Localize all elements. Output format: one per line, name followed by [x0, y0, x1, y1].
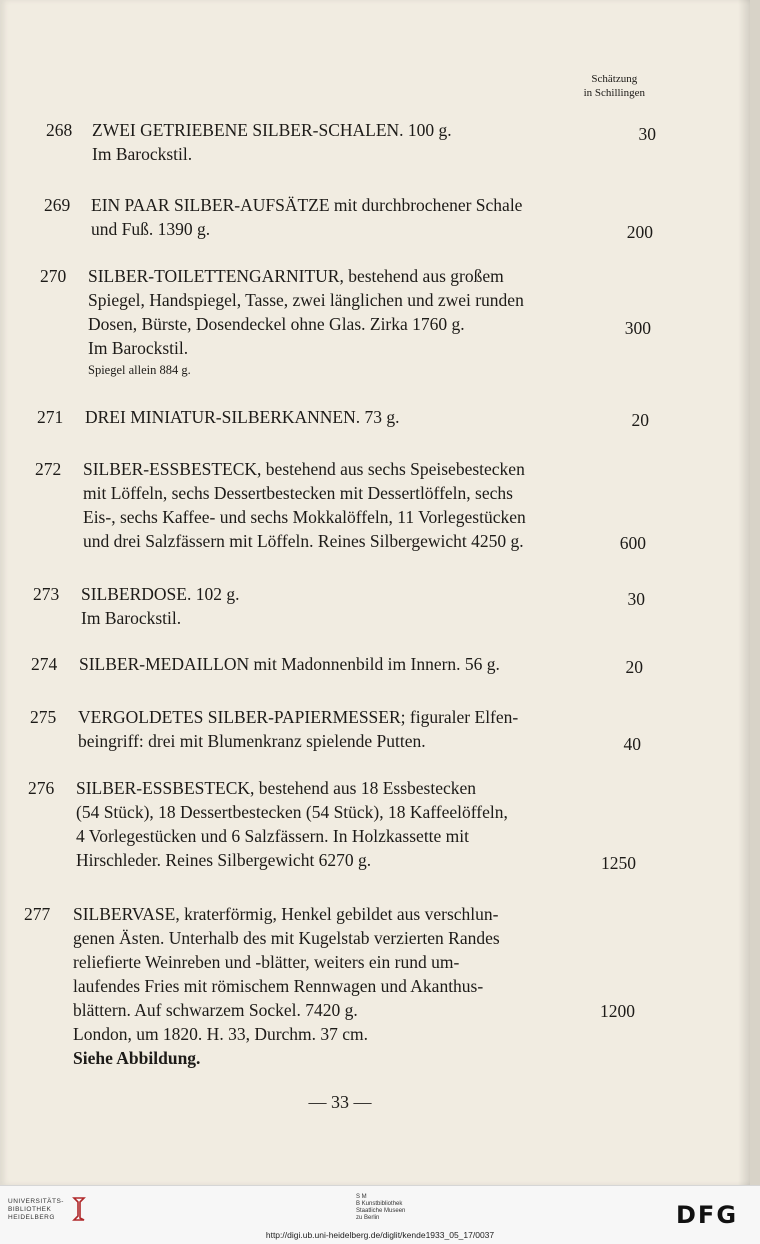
page-edge: [750, 0, 760, 1185]
entry-line: VERGOLDETES SILBER-PAPIERMESSER; figuraler Elfen-: [78, 707, 519, 727]
estimate: 200: [626, 222, 653, 242]
entry-line: SILBERVASE, kraterförmig, Henkel gebildet aus verschlun-: [73, 904, 499, 924]
entry-line: SILBER-TOILETTENGARNITUR, bestehend aus großem: [88, 266, 504, 286]
estimate: 600: [619, 533, 646, 553]
lot-number: 277: [24, 904, 51, 924]
university-library-name: [8, 1198, 64, 1222]
estimate: 40: [623, 734, 641, 754]
entry-line: SILBER-MEDAILLON mit Madonnenbild im Innern. 56 g.: [79, 654, 500, 674]
lot-number: 271: [37, 407, 64, 427]
price-column-header: [584, 72, 645, 100]
entry-line: Eis-, sechs Kaffee- und sechs Mokkalöffeln, 11 Vorlegestücken: [83, 507, 526, 527]
entry-line: (54 Stück), 18 Dessertbestecken (54 Stück), 18 Kaffeelöffeln,: [76, 802, 508, 822]
see-illustration: Siehe Abbildung.: [73, 1048, 201, 1068]
credit-line: S M: [356, 1194, 367, 1200]
estimate: 20: [631, 410, 649, 430]
entry-line: Spiegel, Handspiegel, Tasse, zwei länglichen und zwei runden: [88, 290, 524, 310]
entry-line: Im Barockstil.: [88, 338, 189, 358]
lot-number: 268: [46, 120, 73, 140]
entry-line: EIN PAAR SILBER-AUFSÄTZE mit durchbrochener Schale: [91, 195, 523, 215]
estimate: 30: [627, 589, 645, 609]
entry-line: SILBER-ESSBESTECK, bestehend aus sechs Speisebestecken: [83, 459, 525, 479]
entry-line: DREI MINIATUR-SILBERKANNEN. 73 g.: [85, 407, 400, 427]
entry-line: London, um 1820. H. 33, Durchm. 37 cm.: [73, 1024, 369, 1044]
entry-line: blättern. Auf schwarzem Sockel. 7420 g.: [73, 1000, 358, 1020]
entry-line: SILBER-ESSBESTECK, bestehend aus 18 Essbestecken: [76, 778, 477, 798]
estimate: 1200: [600, 1001, 635, 1021]
header-line-1: Schätzung: [591, 73, 638, 85]
lot-number: 272: [35, 459, 62, 479]
entry-line: reliefierte Weinreben und -blätter, weiters ein rund um-: [73, 952, 460, 972]
entry-line: und drei Salzfässern mit Löffeln. Reines Silbergewicht 4250 g.: [83, 531, 524, 551]
lot-number: 274: [31, 654, 58, 674]
entry-line: ZWEI GETRIEBENE SILBER-SCHALEN. 100 g.: [92, 120, 452, 140]
entry-line: Hirschleder. Reines Silbergewicht 6270 g.: [76, 850, 372, 870]
estimate: 20: [625, 657, 643, 677]
source-url-link[interactable]: http://digi.ub.uni-heidelberg.de/diglit/kende1933_05_17/0037: [265, 1230, 495, 1240]
lot-number: 269: [44, 195, 71, 215]
university-logo-icon: [70, 1196, 88, 1222]
estimate: 1250: [601, 853, 636, 873]
page-number: — 33 —: [308, 1092, 372, 1112]
kunstbibliothek-credit: [356, 1194, 405, 1222]
credit-line: zu Berlin: [356, 1215, 380, 1221]
credit-line: Staatliche Museen: [356, 1208, 406, 1214]
entry-line: Dosen, Bürste, Dosendeckel ohne Glas. Zirka 1760 g.: [88, 314, 465, 334]
header-line-2: in Schillingen: [583, 87, 645, 99]
dfg-logo: DFG: [676, 1201, 739, 1229]
entry-line: und Fuß. 1390 g.: [91, 219, 211, 239]
entry-line: SILBERDOSE. 102 g.: [81, 584, 240, 604]
entry-line: Im Barockstil.: [81, 608, 182, 628]
entry-line: Im Barockstil.: [92, 144, 193, 164]
lot-number: 273: [33, 584, 60, 604]
entry-line: mit Löffeln, sechs Dessertbestecken mit Dessertlöffeln, sechs: [83, 483, 513, 503]
entry-line: 4 Vorlegestücken und 6 Salzfässern. In Holzkassette mit: [76, 826, 470, 846]
lot-number: 275: [30, 707, 57, 727]
estimate: 300: [624, 318, 651, 338]
uni-line: BIBLIOTHEK: [8, 1206, 52, 1213]
entry-line: beingriff: drei mit Blumenkranz spielende Putten.: [78, 731, 426, 751]
entry-line: laufendes Fries mit römischem Rennwagen und Akanthus-: [73, 976, 484, 996]
lot-number: 270: [40, 266, 67, 286]
entry-line: genen Ästen. Unterhalb des mit Kugelstab verzierten Randes: [73, 928, 500, 948]
uni-line: HEIDELBERG: [8, 1214, 55, 1221]
estimate: 30: [638, 124, 656, 144]
viewer-footer: [0, 1185, 760, 1244]
credit-line: B Kunstbibliothek: [356, 1201, 403, 1207]
lot-number: 276: [28, 778, 55, 798]
entry-note: Spiegel allein 884 g.: [88, 363, 191, 377]
uni-line: UNIVERSITÄTS-: [8, 1198, 64, 1205]
